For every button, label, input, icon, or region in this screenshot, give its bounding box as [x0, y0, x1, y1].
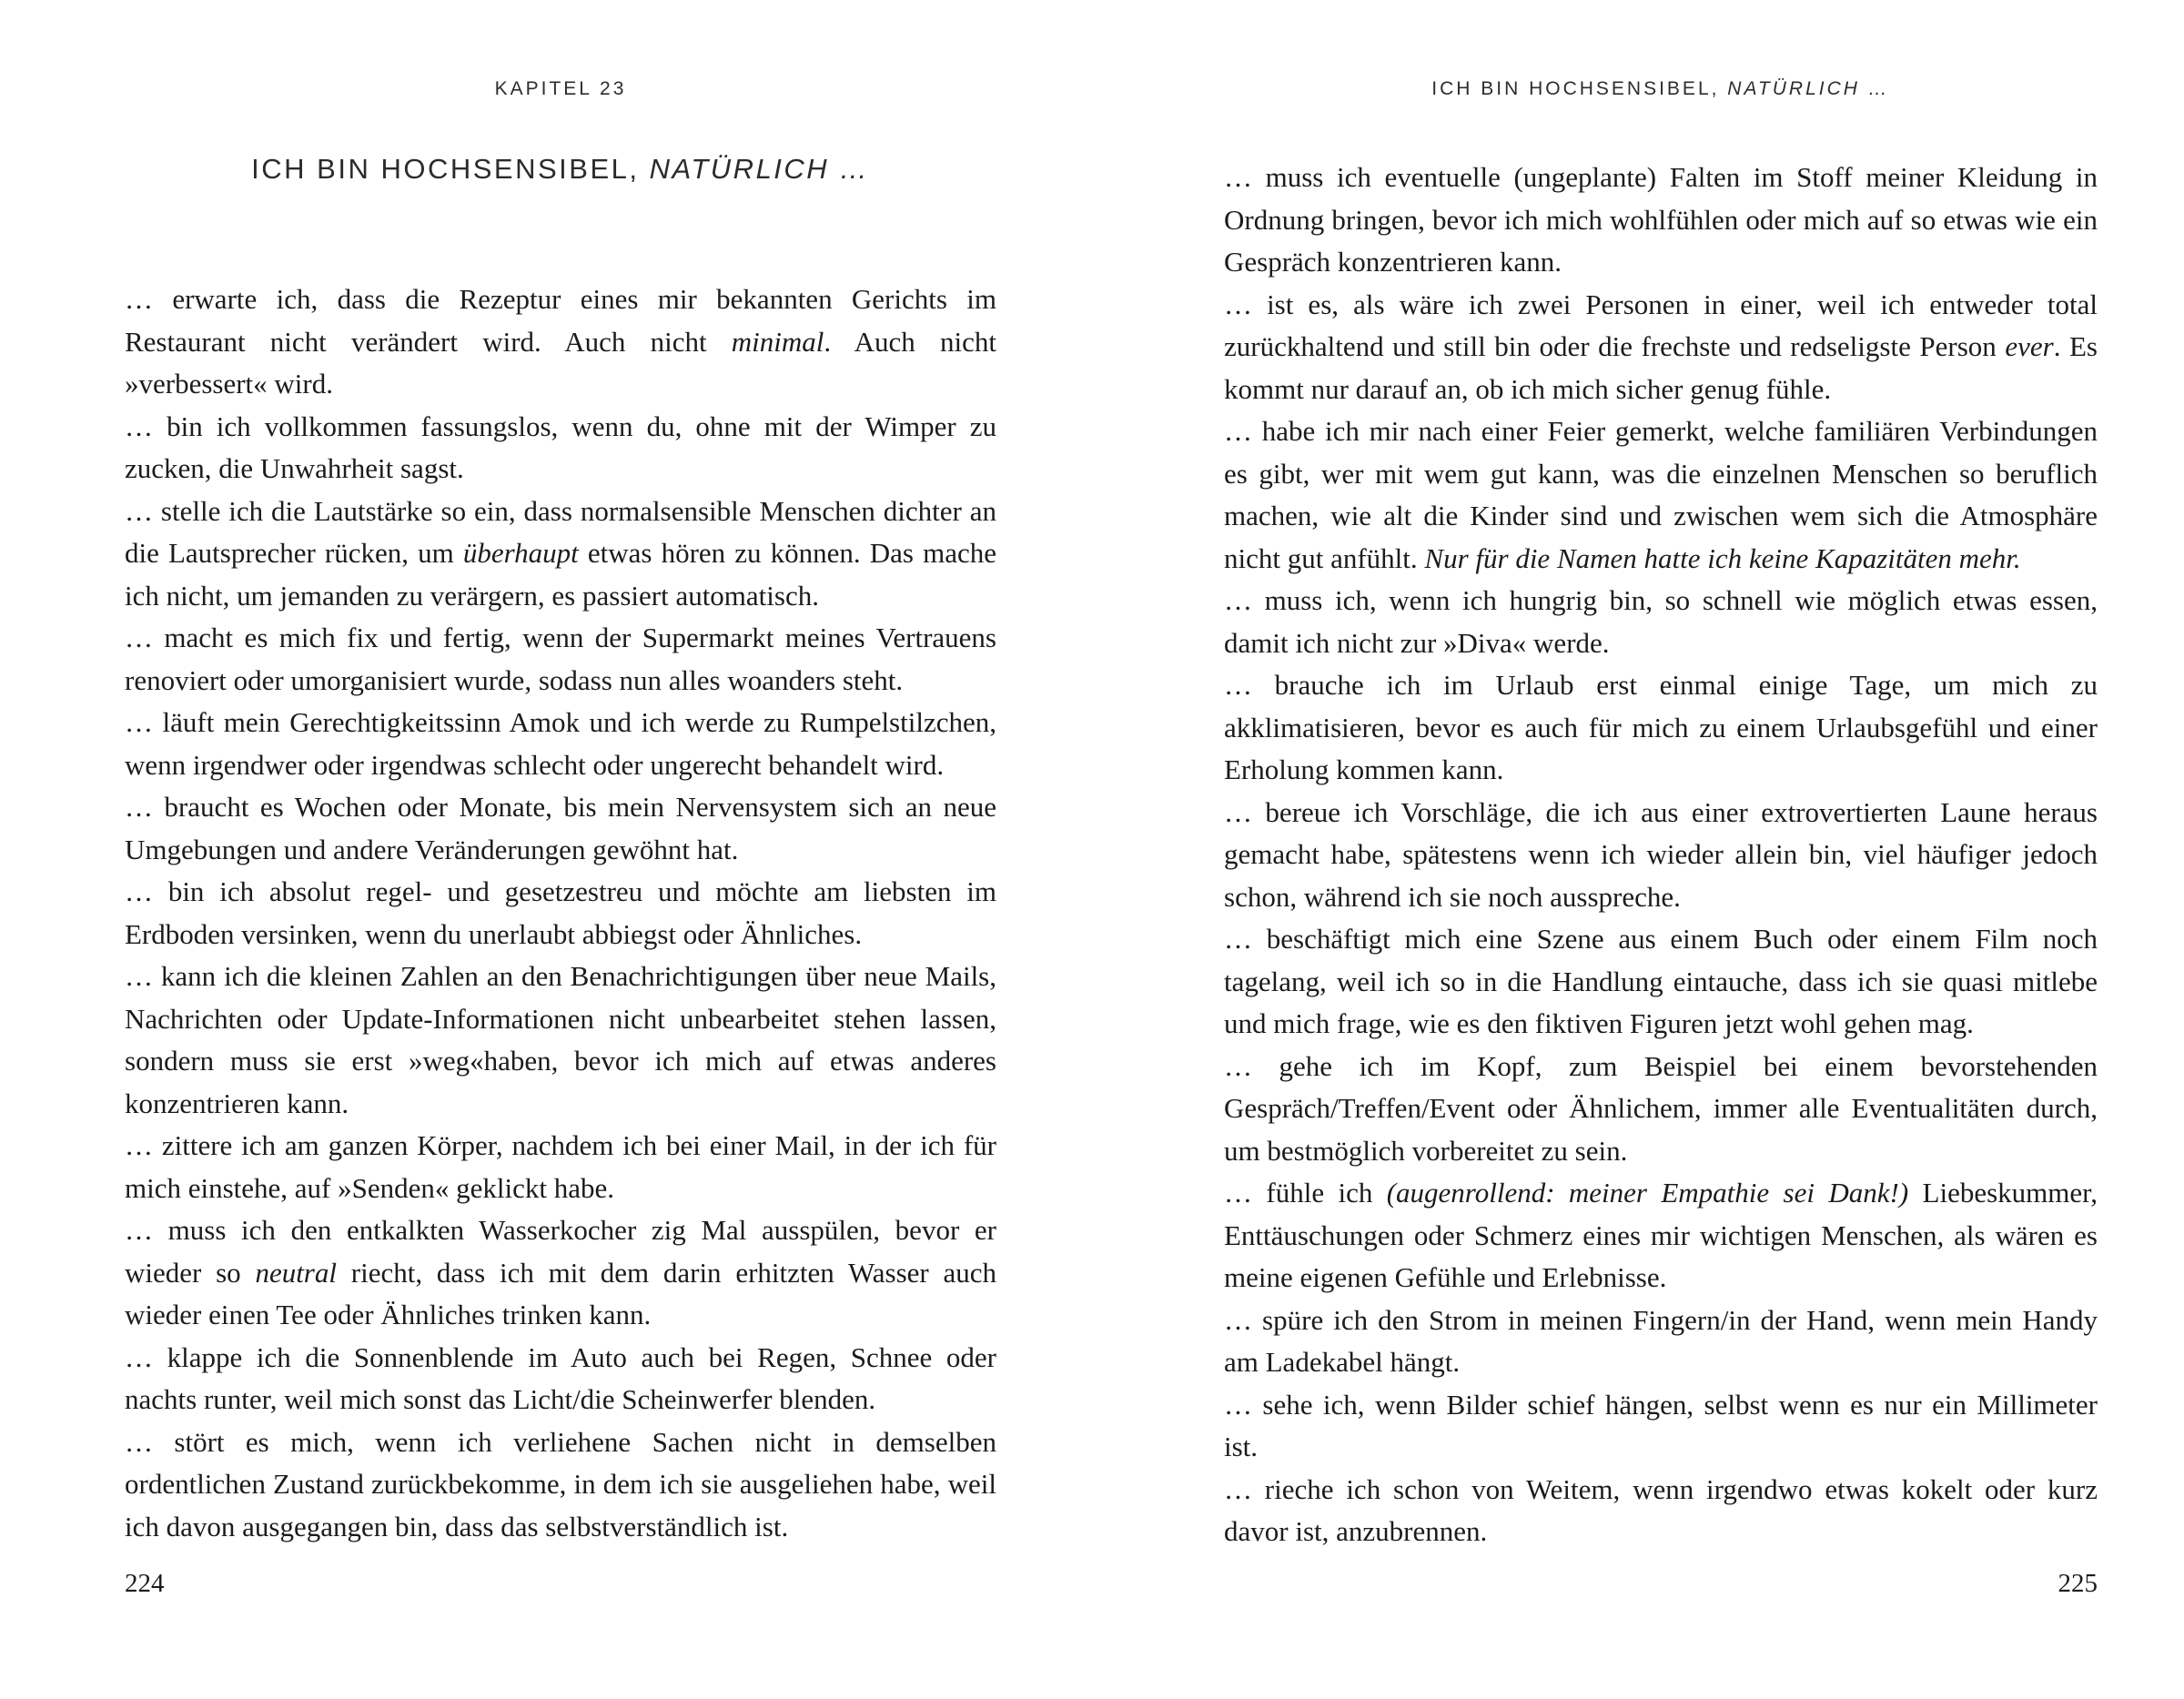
body-paragraph	[1224, 157, 2098, 284]
body-paragraph	[125, 1337, 996, 1421]
body-paragraph	[1224, 580, 2098, 664]
body-paragraph	[1224, 664, 2098, 792]
body-paragraph	[1224, 1172, 2098, 1300]
body-paragraph	[1224, 410, 2098, 580]
text-run: … bereue ich Vorschläge, die ich aus einer extrovertierten Laune heraus gemacht habe, spätestens wenn ich wieder allein bin, viel häufiger jedoch schon, während ich sie noch ausspreche.	[1224, 795, 2098, 913]
text-run: (augenrollend: meiner Empathie sei Dank!)	[1386, 1177, 1909, 1209]
text-run: … braucht es Wochen oder Monate, bis mein Nervensystem sich an neue Umgebungen und andere Veränderungen gewöhnt hat.	[125, 791, 996, 865]
body-paragraph	[125, 617, 996, 702]
text-run: NATÜRLICH …	[649, 153, 870, 185]
page-number-left: 224	[125, 1569, 165, 1598]
text-run: … muss ich eventuelle (ungeplante) Falten im Stoff meiner Kleidung in Ordnung bringen, bevor ich mich wohlfühlen oder mich auf so etwas wie ein Gespräch konzentrieren kann.	[1224, 161, 2098, 278]
text-run: … klappe ich die Sonnenblende im Auto auch bei Regen, Schnee oder nachts runter, weil mich sonst das Licht/die Scheinwerfer blenden.	[125, 1340, 996, 1415]
text-run: … muss ich, wenn ich hungrig bin, so schnell wie möglich etwas essen, damit ich nicht zur »Diva« werde.	[1224, 584, 2098, 659]
text-run: etwas hören zu können. Das mache ich nicht, um jemanden zu verärgern, es passiert automatisch.	[125, 537, 996, 612]
body-paragraph	[125, 956, 996, 1125]
text-run: … brauche ich im Urlaub erst einmal einige Tage, um mich zu akklimatisieren, bevor es auch für mich zu einem Urlaubsgefühl und einer Erholung kommen kann.	[1224, 669, 2098, 785]
text-run: neutral	[255, 1256, 337, 1289]
text-run: … sehe ich, wenn Bilder schief hängen, selbst wenn es nur ein Millimeter ist.	[1224, 1388, 2098, 1462]
text-run: … bin ich vollkommen fassungslos, wenn du, ohne mit der Wimper zu zucken, die Unwahrheit sagst.	[125, 410, 996, 484]
text-run: … habe ich mir nach einer Feier gemerkt, welche familiären Verbindungen es gibt, wer mit wem gut kann, was die einzelnen Menschen so beruflich machen, wie alt die Kinder sind und zwischen wem sich die Atmosphäre nicht gut anfühlt.	[1224, 415, 2098, 574]
body-paragraph	[1224, 1300, 2098, 1384]
body-paragraph	[1224, 1469, 2098, 1553]
text-run: … gehe ich im Kopf, zum Beispiel bei einem bevorstehenden Gespräch/Treffen/Event oder Ähnlichem, immer alle Eventualitäten durch, um bestmöglich vorbereitet zu sein.	[1224, 1049, 2098, 1167]
text-run: … beschäftigt mich eine Szene aus einem Buch oder einem Film noch tagelang, weil ich so in die Handlung eintauche, dass ich sie quasi mitlebe und mich frage, wie es den fiktiven Figuren jetzt wohl gehen mag.	[1224, 923, 2098, 1039]
running-header-right	[1224, 78, 2098, 100]
text-run: ICH BIN HOCHSENSIBEL,	[1431, 78, 1728, 99]
body-paragraph	[125, 278, 996, 406]
running-header-left: KAPITEL 23	[494, 78, 627, 99]
text-run: … stelle ich die Lautstärke so ein, dass normalsensible Menschen dichter an die Lautsprecher rücken, um	[125, 494, 996, 569]
text-run: … spüre ich den Strom in meinen Fingern/in der Hand, wenn mein Handy am Ladekabel hängt.	[1224, 1303, 2098, 1378]
text-run: … kann ich die kleinen Zahlen an den Benachrichtigungen über neue Mails, Nachrichten oder Update-Informationen nicht unbearbeitet stehen lassen, sondern muss sie erst »weg«haben, bevor ich mich auf etwas anderes konzentrieren kann.	[125, 960, 996, 1119]
body-paragraph	[125, 1209, 996, 1337]
text-run: … erwarte ich, dass die Rezeptur eines mir bekannten Gerichts im Restaurant nicht verändert wird. Auch nicht	[125, 283, 996, 358]
text-run: … muss ich den entkalkten Wasserkocher zig Mal ausspülen, bevor er wieder so	[125, 1214, 996, 1289]
text-run: … bin ich absolut regel- und gesetzestreu und möchte am liebsten im Erdboden versinken, wenn du unerlaubt abbiegst oder Ähnliches.	[125, 875, 996, 950]
text-run: … läuft mein Gerechtigkeitssinn Amok und ich werde zu Rumpelstilzchen, wenn irgendwer oder irgendwas schlecht oder ungerecht behandelt wird.	[125, 706, 996, 781]
text-run: NATÜRLICH …	[1727, 78, 1890, 99]
text-run: riecht, dass ich mit dem darin erhitzten Wasser auch wieder einen Tee oder Ähnliches trinken kann.	[125, 1256, 996, 1330]
chapter-title	[125, 153, 996, 186]
body-paragraph	[125, 1125, 996, 1209]
body-paragraph	[1224, 1384, 2098, 1469]
left-page-body	[125, 278, 996, 1548]
body-paragraph	[1224, 792, 2098, 919]
body-paragraph	[125, 702, 996, 786]
body-paragraph	[125, 786, 996, 871]
text-run: … stört es mich, wenn ich verliehene Sachen nicht in demselben ordentlichen Zustand zurückbekomme, in dem ich sie ausgeliehen habe, weil ich davon ausgegangen bin, dass das selbstverständlich ist.	[125, 1425, 996, 1542]
body-paragraph	[1224, 918, 2098, 1046]
body-paragraph	[1224, 284, 2098, 411]
text-run: … macht es mich fix und fertig, wenn der Supermarkt meines Vertrauens renoviert oder umorganisiert wurde, sodass nun alles woanders steht.	[125, 622, 996, 696]
right-page	[1092, 0, 2184, 1699]
text-run: … rieche ich schon von Weitem, wenn irgendwo etwas kokelt oder kurz davor ist, anzubrennen.	[1224, 1472, 2098, 1547]
text-run: ever	[2005, 330, 2054, 362]
body-paragraph	[125, 1421, 996, 1549]
body-paragraph	[125, 490, 996, 618]
text-run: Liebeskummer, Enttäuschungen oder Schmerz eines mir wichtigen Menschen, als wären es meine eigenen Gefühle und Erlebnisse.	[1224, 1177, 2098, 1293]
text-run: überhaupt	[462, 537, 579, 569]
text-run: Nur für die Namen hatte ich keine Kapazitäten mehr.	[1424, 541, 2021, 574]
text-run: ICH BIN HOCHSENSIBEL,	[251, 153, 650, 185]
text-run: . Es kommt nur darauf an, ob ich mich sicher genug fühle.	[1224, 330, 2098, 405]
body-paragraph	[1224, 1046, 2098, 1173]
text-run: . Auch nicht »verbessert« wird.	[125, 325, 996, 399]
body-paragraph	[125, 871, 996, 956]
text-run: … zittere ich am ganzen Körper, nachdem ich bei einer Mail, in der ich für mich einstehe, auf »Senden« geklickt habe.	[125, 1129, 996, 1204]
text-run: … fühle ich	[1224, 1177, 1387, 1209]
text-run: minimal	[731, 325, 824, 358]
page-number-right: 225	[2058, 1569, 2098, 1598]
right-page-body	[1224, 157, 2098, 1553]
text-run: … ist es, als wäre ich zwei Personen in einer, weil ich entweder total zurückhaltend und still bin oder die frechste und redseligste Person	[1224, 288, 2098, 362]
body-paragraph	[125, 406, 996, 490]
